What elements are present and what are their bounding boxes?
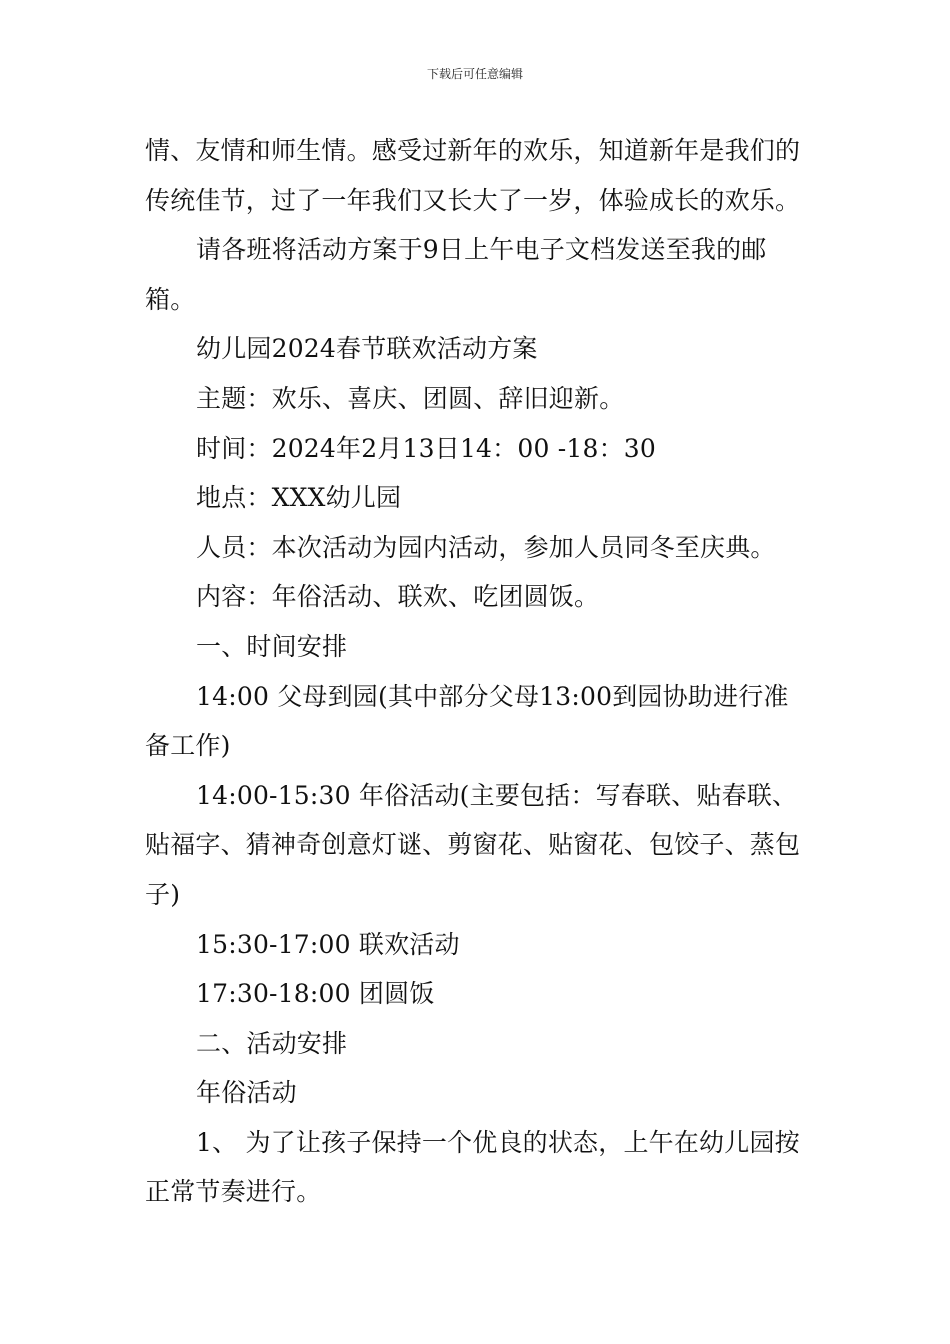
paragraph-plan-title: 幼儿园2024春节联欢活动方案 xyxy=(196,334,538,364)
paragraph-content: 内容：年俗活动、联欢、吃团圆饭。 xyxy=(196,582,600,612)
paragraph-continuation: 情、友情和师生情。感受过新年的欢乐，知道新年是我们的传统佳节，过了一年我们又长大了一岁，体验成长的欢乐。 xyxy=(145,136,801,215)
paragraph-time: 时间：2024年2月13日14：00 -18：30 xyxy=(196,433,656,463)
paragraph-participants: 人员：本次活动为园内活动，参加人员同冬至庆典。 xyxy=(196,532,776,562)
schedule-item-dinner: 17:30-18:00 团圆饭 xyxy=(196,979,435,1009)
schedule-item-party: 15:30-17:00 联欢活动 xyxy=(196,929,460,959)
activity-item-1: 1、 为了让孩子保持一个优良的状态，上午在幼儿园按正常节奏进行。 xyxy=(145,1127,800,1207)
paragraph-location: 地点：XXX幼儿园 xyxy=(196,483,402,513)
paragraph-submission-note: 请各班将活动方案于9日上午电子文档发送至我的邮箱。 xyxy=(145,235,767,314)
page-header-note: 下载后可任意编辑 xyxy=(426,67,523,81)
schedule-item-arrival: 14:00 父母到园(其中部分父母13:00到园协助进行准备工作) xyxy=(145,681,789,761)
section-heading-schedule: 一、时间安排 xyxy=(196,631,348,661)
subheading-customs: 年俗活动 xyxy=(196,1078,297,1108)
paragraph-theme: 主题：欢乐、喜庆、团圆、辞旧迎新。 xyxy=(196,383,625,413)
schedule-item-customs: 14:00-15:30 年俗活动(主要包括：写春联、贴春联、贴福字、猜神奇创意灯谜、剪窗花、贴窗花、包饺子、蒸包子) xyxy=(145,780,801,909)
section-heading-activities: 二、活动安排 xyxy=(196,1028,348,1058)
document-body xyxy=(145,126,811,1217)
